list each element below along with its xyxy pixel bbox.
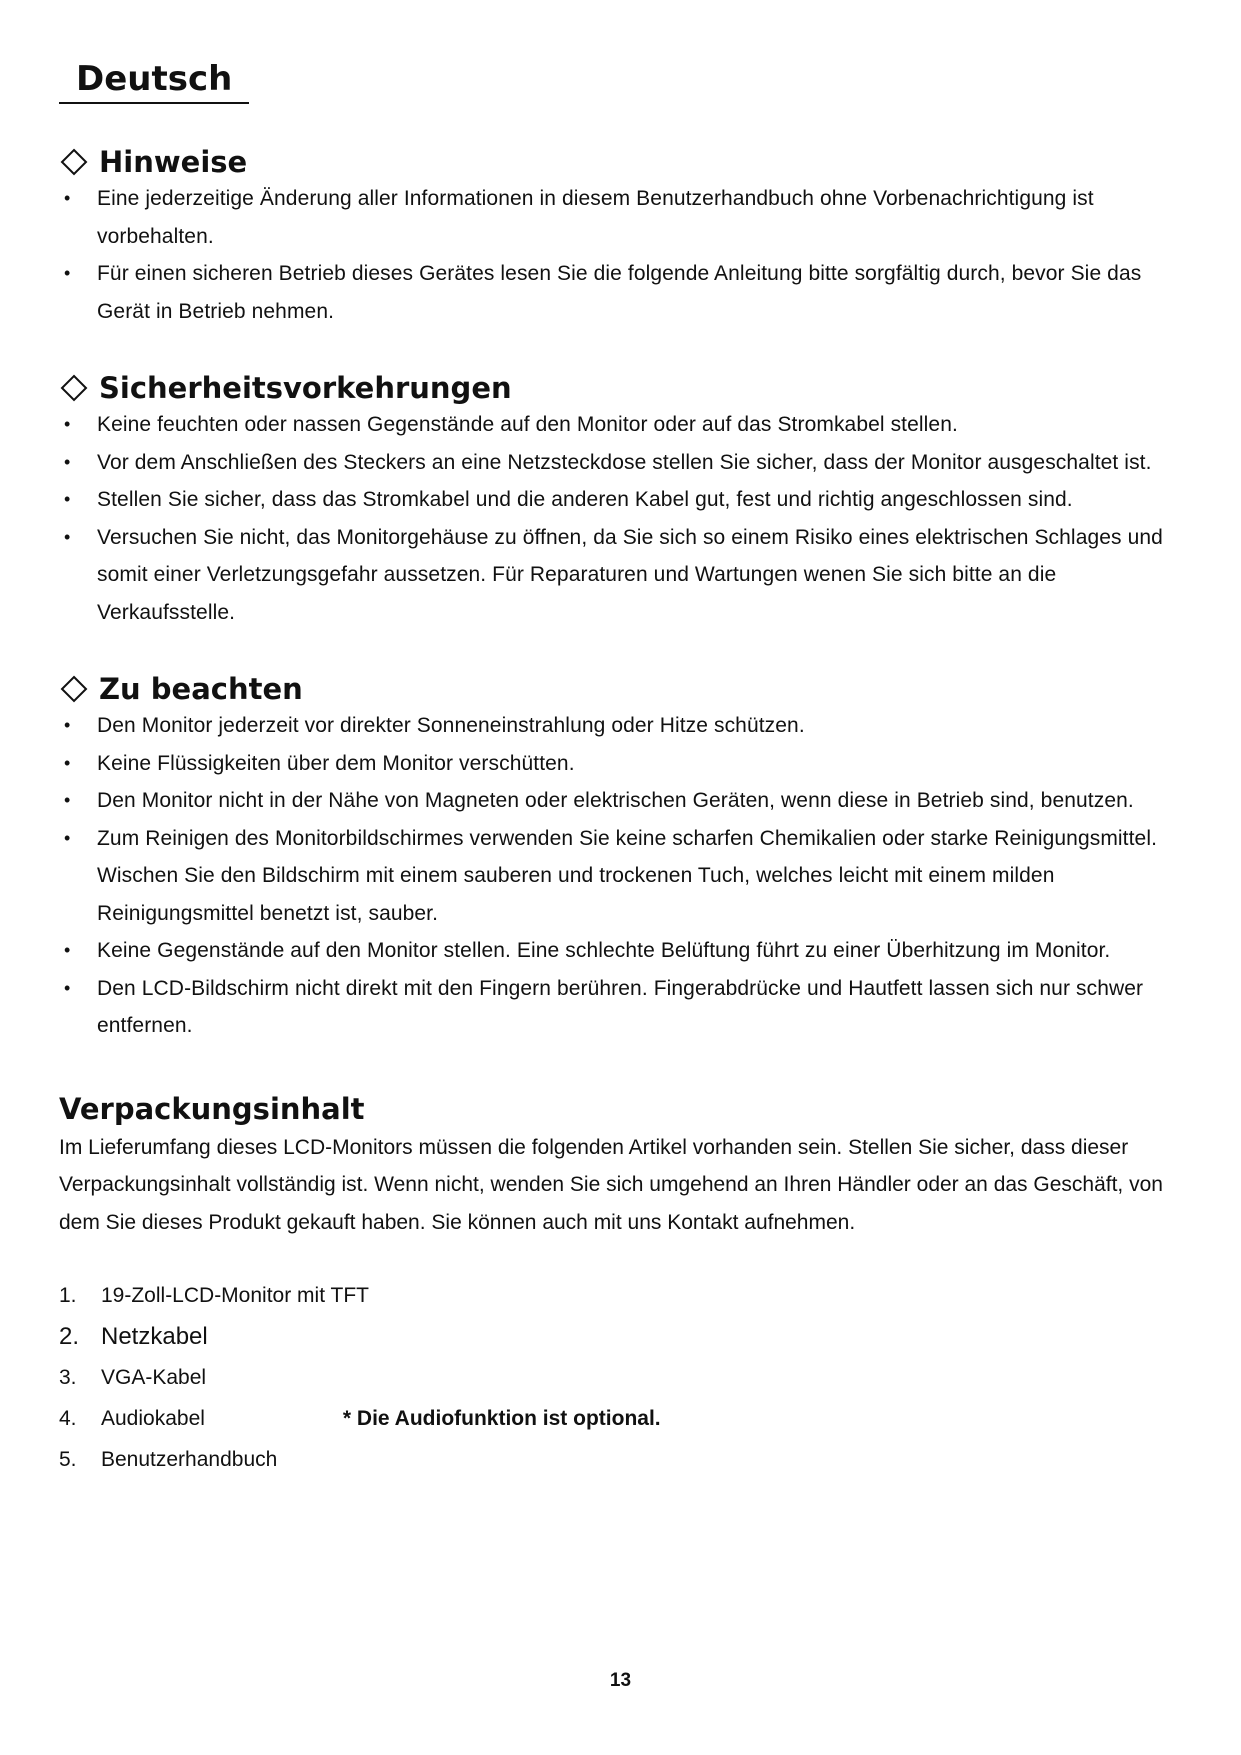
section-heading [59,370,1189,406]
audio-note: * Die Audiofunktion ist optional. [342,1407,661,1430]
list-item: • Vor dem Anschließen des Steckers an eine Netzsteckdose stellen Sie sicher, dass der Monitor ausgeschaltet ist. [59,444,1189,482]
list-item: • Keine Flüssigkeiten über dem Monitor verschütten. [59,745,1189,783]
bullet-list [59,707,1189,1045]
item-number: 4. [59,1407,77,1430]
section-heading-text: Zu beachten [99,672,303,706]
list-item: • Für einen sicheren Betrieb dieses Gerätes lesen Sie die folgende Anleitung bitte sorgfältig durch, bevor Sie das Gerät in Betrieb nehmen. [59,255,1189,330]
section-verpackungsinhalt [59,1089,1189,1481]
list-item: • Keine feuchten oder nassen Gegenstände auf den Monitor oder auf das Stromkabel stellen. [59,406,1189,444]
bullet-list [59,406,1189,631]
section-heading-text: Sicherheitsvorkehrungen [99,371,512,405]
diamond-icon [59,674,99,704]
section-zu-beachten [59,671,1189,1045]
list-item: • Eine jederzeitige Änderung aller Informationen in diesem Benutzerhandbuch ohne Vorbenachrichtigung ist vorbehalten. [59,180,1189,255]
section-heading [59,671,1189,707]
package-item [59,1439,1189,1480]
item-number: 5. [59,1448,77,1471]
item-number: 1. [59,1284,77,1307]
package-item [59,1398,1189,1439]
list-item: • Den Monitor jederzeit vor direkter Sonneneinstrahlung oder Hitze schützen. [59,707,1189,745]
section-hinweise [59,144,1189,330]
package-item [59,1316,1189,1357]
item-label: Netzkabel [101,1323,208,1350]
item-number: 3. [59,1366,77,1389]
list-item: • Stellen Sie sicher, dass das Stromkabel und die anderen Kabel gut, fest und richtig angeschlossen sind. [59,481,1189,519]
package-item [59,1357,1189,1398]
section-heading [59,144,1189,180]
list-item: • Versuchen Sie nicht, das Monitorgehäuse zu öffnen, da Sie sich so einem Risiko eines elektrischen Schlages und somit einer Verletzungsgefahr aussetzen. Für Reparaturen und Wartungen wenen Sie sich bitte an die Verkaufsstelle. [59,519,1189,632]
list-item: • Keine Gegenstände auf den Monitor stellen. Eine schlechte Belüftung führt zu einer Überhitzung im Monitor. [59,932,1189,970]
language-title: Deutsch [59,56,249,104]
bullet-list [59,180,1189,330]
intro-paragraph: Im Lieferumfang dieses LCD-Monitors müssen die folgenden Artikel vorhanden sein. Stellen Sie sicher, dass dieser Verpackungsinhalt vollständig ist. Wenn nicht, wenden Sie sich umgehend an Ihren Händler oder an das Geschäft, von dem Sie dieses Produkt gekauft haben. Sie können auch mit uns Kontakt aufnehmen. [59,1135,1163,1234]
item-label: Audiokabel [101,1407,205,1430]
item-label: Benutzerhandbuch [101,1448,278,1471]
page-number: 13 [609,1670,632,1691]
document-page [59,56,1189,1480]
section-heading-text: Verpackungsinhalt [59,1091,365,1126]
package-list [59,1275,1189,1480]
list-item: • Den Monitor nicht in der Nähe von Magneten oder elektrischen Geräten, wenn diese in Betrieb sind, benutzen. [59,782,1189,820]
section-heading-text: Hinweise [99,145,248,179]
diamond-icon [59,373,99,403]
package-item [59,1275,1189,1316]
list-item: • Zum Reinigen des Monitorbildschirmes verwenden Sie keine scharfen Chemikalien oder starke Reinigungsmittel. Wischen Sie den Bildschirm mit einem sauberen und trockenen Tuch, welches leicht mit einem milden Reinigungsmittel benetzt ist, sauber. [59,820,1189,933]
item-label: 19-Zoll-LCD-Monitor mit TFT [101,1284,369,1307]
section-sicherheitsvorkehrungen [59,370,1189,631]
item-label: VGA-Kabel [101,1366,207,1389]
list-item: • Den LCD-Bildschirm nicht direkt mit den Fingern berühren. Fingerabdrücke und Hautfett lassen sich nur schwer entfernen. [59,970,1189,1045]
item-number: 2. [59,1323,80,1350]
diamond-icon [59,147,99,177]
